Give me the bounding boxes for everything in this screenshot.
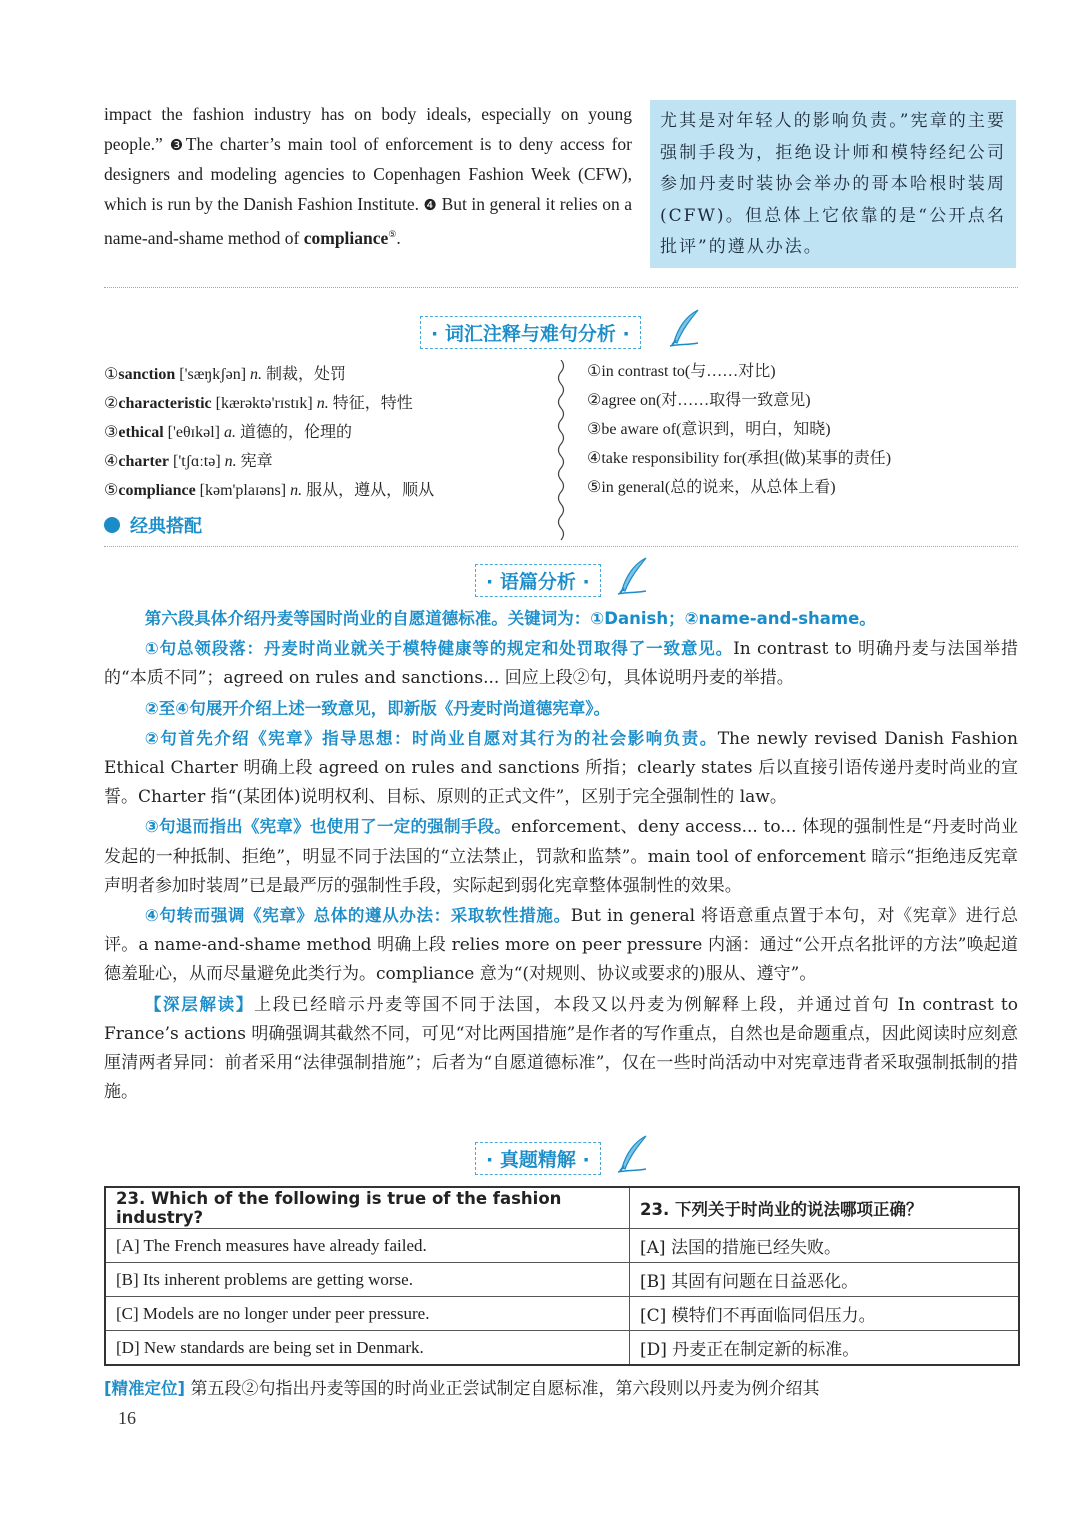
passage-end: . bbox=[396, 227, 401, 248]
precise-location bbox=[104, 1374, 1020, 1404]
analysis-paragraph: ②句首先介绍《宪章》指导思想：时尚业自愿对其行为的社会影响负责。The newly revised Danish Fashion Ethical Charter 明确上段 agreed on rules and sanctions 所指；clearly states 后以直接引语传递丹麦时尚业的宣誓。Charter 指“(某团体)说明权利、目标、原则的正式文件”，区别于完全强制性的 law。 bbox=[104, 728, 1018, 808]
phrase-item: ②agree on(对……取得一致意见) bbox=[587, 392, 811, 409]
option-en: [B] Its inherent problems are getting worse. bbox=[105, 1263, 630, 1297]
phrase-item: ⑤in general(总的说来，从总体上看) bbox=[587, 479, 836, 496]
table-row bbox=[105, 1187, 1019, 1229]
option-en: [C] Models are no longer under peer pressure. bbox=[105, 1297, 630, 1331]
option-cn: [C] 模特们不再面临同侣压力。 bbox=[630, 1297, 1020, 1331]
quill-pen-icon bbox=[616, 556, 650, 596]
analysis-paragraph: ①句总领段落：丹麦时尚业就关于模特健康等的规定和处罚取得了一致意见。In contrast to 明确丹麦与法国举措的“本质不同”；agreed on rules and sanctions... 回应上段②句，具体说明丹麦的举措。 bbox=[104, 639, 1018, 689]
table-row bbox=[105, 1229, 1019, 1263]
table-row bbox=[105, 1297, 1019, 1331]
option-cn: [D] 丹麦正在制定新的标准。 bbox=[630, 1331, 1020, 1366]
passage-text-1: impact the fashion industry has on body ideals, especially on young people.” bbox=[104, 104, 632, 154]
locate-tag: [精准定位] bbox=[104, 1379, 186, 1398]
analysis-paragraph: ④句转而强调《宪章》总体的遵从办法：采取软性措施。But in general 将语意重点置于本句，对《宪章》进行总评。a name-and-shame method 明确上段 relies more on peer pressure 内涵：通过“公开点名批评的方法”唤起道德羞耻心，从而尽量避免此类行为。compliance 意为“(对规则、协议或要求的)服从、遵守”。 bbox=[104, 906, 1018, 985]
quill-pen-icon bbox=[668, 308, 702, 348]
squiggle-divider-icon bbox=[554, 360, 568, 542]
vocab-list bbox=[104, 360, 544, 505]
option-en: [A] The French measures have already failed. bbox=[105, 1229, 630, 1263]
discourse-analysis bbox=[104, 604, 1018, 1107]
sentence-marker-4: ❹ bbox=[423, 195, 438, 214]
question-en: 23. Which of the following is true of the fashion industry? bbox=[105, 1187, 630, 1229]
bullet-dot-icon bbox=[104, 517, 120, 533]
sentence-marker-3: ❸ bbox=[169, 135, 186, 154]
translation-box: 尤其是对年轻人的影响负责。”宪章的主要强制手段为，拒绝设计师和模特经纪公司参加丹麦时装协会举办的哥本哈根时装周(CFW)。但总体上它依靠的是“公开点名批评”的遵从办法。 bbox=[650, 100, 1016, 268]
vocab-item: ⑤compliance [kəm'plaɪəns] n. 服从，遵从，顺从 bbox=[104, 482, 435, 499]
phrase-list bbox=[587, 357, 1017, 502]
vocab-item: ③ethical ['eθɪkəl] a. 道德的，伦理的 bbox=[104, 424, 352, 441]
vocab-item: ①sanction ['sæŋkʃən] n. 制裁，处罚 bbox=[104, 366, 347, 383]
footnote-marker: ⑤ bbox=[388, 229, 397, 239]
vocab-title-text: · 词汇注释与难句分析 · bbox=[431, 323, 630, 345]
question-table bbox=[104, 1186, 1020, 1366]
phrase-item: ④take responsibility for(承担(做)某事的责任) bbox=[587, 450, 892, 467]
english-passage bbox=[104, 100, 632, 253]
analysis-paragraph: 第六段具体介绍丹麦等国时尚业的自愿道德标准。关键词为：①Danish；②name-and-shame。 bbox=[144, 609, 876, 628]
exam-section-title: · 真题精解 · bbox=[475, 1142, 601, 1175]
analysis-paragraph: 【深层解读】上段已经暗示丹麦等国不同于法国，本段又以丹麦为例解释上段，并通过首句 In contrast to France’s actions 明确强调其截然不同，可见“对比两国措施”是作者的写作重点，自然也是命题重点，因此阅读时应刻意厘清两者异同：前者采用“法律强制措施”；后者为“自愿道德标准”，仅在一些时尚活动中对宪章违背者采取强制抵制的措施。 bbox=[104, 994, 1018, 1103]
table-row bbox=[105, 1331, 1019, 1366]
phrase-item: ①in contrast to(与……对比) bbox=[587, 363, 776, 380]
classic-collocation-label: 经典搭配 bbox=[104, 512, 202, 538]
option-en: [D] New standards are being set in Denmark. bbox=[105, 1331, 630, 1366]
question-cn: 23. 下列关于时尚业的说法哪项正确？ bbox=[630, 1187, 1020, 1229]
page-number: 16 bbox=[118, 1408, 136, 1428]
divider bbox=[104, 287, 1018, 288]
locate-text: 第五段②句指出丹麦等国的时尚业正尝试制定自愿标准，第六段则以丹麦为例介绍其 bbox=[185, 1379, 820, 1399]
option-cn: [B] 其固有问题在日益恶化。 bbox=[630, 1263, 1020, 1297]
passage-bold-word: compliance bbox=[303, 227, 389, 248]
phrase-item: ③be aware of(意识到，明白，知晓) bbox=[587, 421, 831, 438]
analysis-paragraph: ②至④句展开介绍上述一致意见，即新版《丹麦时尚道德宪章》。 bbox=[144, 698, 610, 718]
divider bbox=[104, 546, 1018, 547]
option-cn: [A] 法国的措施已经失败。 bbox=[630, 1229, 1020, 1263]
vocab-item: ④charter ['tʃɑːtə] n. 宪章 bbox=[104, 453, 273, 470]
analysis-paragraph: ③句退而指出《宪章》也使用了一定的强制手段。enforcement、deny access... to... 体现的强制性是“丹麦时尚业发起的一种抵制、拒绝”，明显不同于法国的“立法禁止，罚款和监禁”。main tool of enforcement 暗示“拒绝违反宪章声明者参加时装周”已是最严厉的强制性手段，实际起到弱化宪章整体强制性的效果。 bbox=[104, 817, 1018, 896]
passage-text-2: The charter’s main tool of enforcement is to deny access for designers and modeling agencies to Copenhagen Fashion Week (CFW), which is run by the Danish Fashion Institute. bbox=[104, 133, 632, 214]
analysis-section-title: · 语篇分析 · bbox=[475, 564, 601, 597]
vocab-item: ②characteristic [kærəktə'rɪstɪk] n. 特征，特性 bbox=[104, 395, 413, 412]
vocab-section-title bbox=[420, 316, 641, 349]
passage-text-3: But in general it relies on a name-and-shame method of bbox=[104, 193, 632, 248]
table-row bbox=[105, 1263, 1019, 1297]
quill-pen-icon bbox=[616, 1134, 650, 1174]
